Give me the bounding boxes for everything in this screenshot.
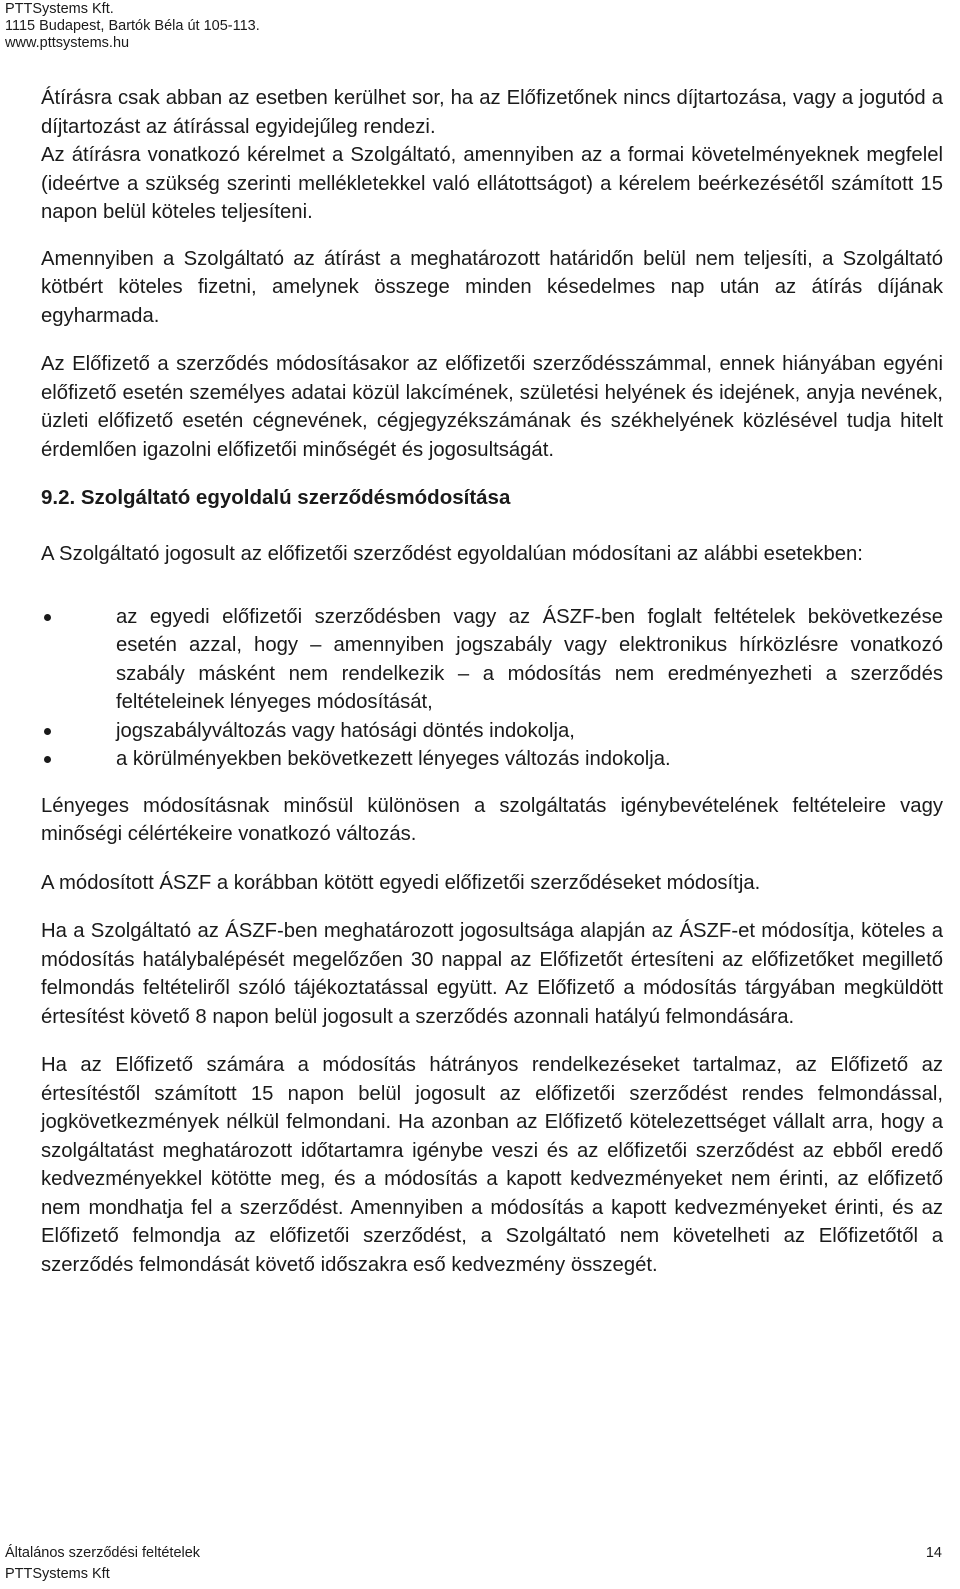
list-item: jogszabályváltozás vagy hatósági döntés indokolja,: [41, 717, 943, 746]
bullet-icon: [44, 614, 51, 621]
header-address: 1115 Budapest, Bartók Béla út 105-113.: [5, 18, 260, 34]
list-item: az egyedi előfizetői szerződésben vagy az ÁSZF-ben foglalt feltételek bekövetkezése esetén azzal, hogy – amennyiben jogszabály vagy elektronikus hírközlésre vonatkozó szabály másként nem rendelkezik – a módosítás nem eredményezheti a szerződés feltételeinek lényeges módosítását,: [41, 603, 943, 717]
list-item: a körülményekben bekövetkezett lényeges változás indokolja.: [41, 745, 943, 774]
paragraph-material-change: Lényeges módosításnak minősül különösen a szolgáltatás igénybevételének feltételeire vagy minőségi célértékeire vonatkozó változás.: [41, 794, 943, 845]
paragraph-transfer-deadline: [41, 141, 943, 227]
bullet-list: [41, 603, 943, 774]
footer-company: PTTSystems Kft: [5, 1566, 110, 1582]
paragraph-unilateral-intro: A Szolgáltató jogosult az előfizetői szerződést egyoldalúan módosítani az alábbi esetekben:: [41, 543, 863, 565]
bullet-icon: [44, 756, 51, 763]
page-footer: [5, 1543, 200, 1585]
paragraph-subscriber-identification: Az Előfizető a szerződés módosításakor az előfizetői szerződésszámmal, ennek hiányában egyéni előfizető esetén személyes adatai közül lakcímének, születési helyének és idejének, anyja nevének, üzleti előfizető esetén cégnevének, cégjegyzékszámának és székhelyének közlésével tudja hitelt érdemlően igazolni előfizetői minőségét és jogosultságát.: [41, 353, 943, 461]
footer-doc-title: Általános szerződési feltételek: [5, 1545, 201, 1561]
section-heading: 9.2. Szolgáltató egyoldalú szerződésmódosítása: [41, 486, 511, 509]
document-body: [41, 84, 943, 1279]
paragraph-modified-terms: A módosított ÁSZF a korábban kötött egyedi előfizetői szerződéseket módosítja.: [41, 871, 761, 894]
page-header: [5, 1, 260, 52]
header-website[interactable]: www.pttsystems.hu: [5, 35, 130, 51]
paragraph-notification: Ha a Szolgáltató az ÁSZF-ben meghatározott jogosultsága alapján az ÁSZF-et módosítja, köteles a módosítás hatálybalépését megelőzően 30 nappal az Előfizetőt értesíteni az előfizetőket megillető felmondás feltételiről szóló tájékoztatással együtt. Az Előfizető a módosítás tárgyában megküldött értesítést követő 8 napon belül jogosult a szerződés azonnali hatályú felmondására.: [41, 920, 943, 1028]
header-company: PTTSystems Kft.: [5, 1, 114, 17]
bullet-icon: [44, 728, 51, 735]
page-number: 14: [925, 1545, 942, 1561]
paragraph-transfer-condition: Átírásra csak abban az esetben kerülhet sor, ha az Előfizetőnek nincs díjtartozása, vagy a jogutód a díjtartozást az átírással egyidejűleg rendezi.: [41, 87, 943, 138]
paragraph-transfer-deadline-text: Az átírásra vonatkozó kérelmet a Szolgáltató, amennyiben az a formai követelményeknek megfelel (ideértve a szükség szerinti mellékletekkel való ellátottságot) a kérelem beérkezésétől számított 15 napon belül köteles teljesíteni.: [41, 144, 943, 223]
paragraph-termination-rights: Ha az Előfizető számára a módosítás hátrányos rendelkezéseket tartalmaz, az Előfizető az értesítéstől számított 15 napon belül jogosult az előfizetői szerződést rendes felmondással, jogkövetkezmények nélkül felmondani. Ha azonban az Előfizető kötelezettséget vállalt arra, hogy a szolgáltatást meghatározott időtartamra igénybe veszi és az előfizetői szerződést az ebből eredő kedvezményekkel kötötte meg, és a módosítás a kapott kedvezményeket nem érinti, az előfizető nem mondhatja fel a szerződést. Amennyiben a módosítás a kapott kedvezményeket érinti, és az Előfizető felmondja az előfizetői szerződést, a Szolgáltató nem követelheti az Előfizetőtől a szerződés felmondását követő időszakra eső kedvezmény összegét.: [41, 1054, 943, 1276]
paragraph-penalty: Amennyiben a Szolgáltató az átírást a meghatározott határidőn belül nem teljesíti, a Szolgáltató kötbért köteles fizetni, amelynek összege minden késedelmes nap után az átírás díjának egyharmada.: [41, 247, 943, 327]
